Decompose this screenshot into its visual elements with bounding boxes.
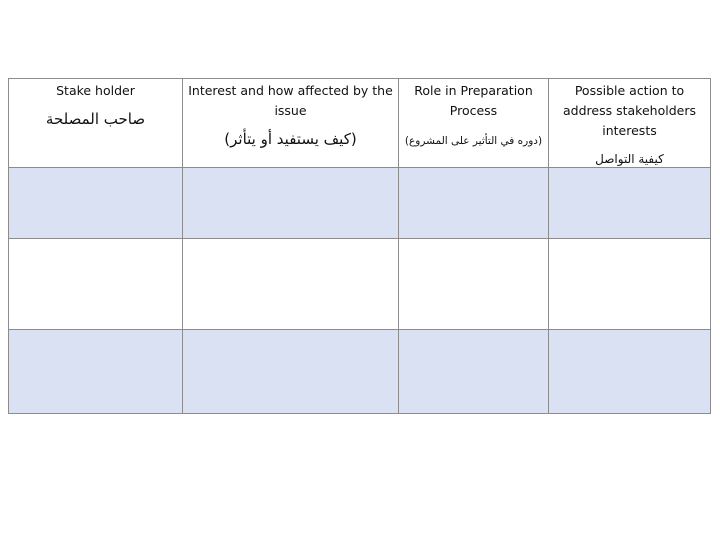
table-cell[interactable]	[399, 330, 549, 414]
table-row	[9, 168, 711, 239]
table-row	[9, 330, 711, 414]
table-cell[interactable]	[9, 239, 183, 330]
table-cell[interactable]	[549, 168, 711, 239]
header-label-en: Possible action to address stakeholders interests	[563, 83, 696, 138]
table-row	[9, 239, 711, 330]
table-cell[interactable]	[183, 330, 399, 414]
header-label-ar: (كيف يستفيد أو يتأثر)	[224, 130, 357, 148]
table-cell[interactable]	[183, 239, 399, 330]
header-cell-role	[399, 79, 549, 168]
header-label-ar: كيفية التواصل	[595, 152, 664, 166]
header-label-en: Stake holder	[56, 83, 135, 98]
table-cell[interactable]	[549, 239, 711, 330]
table-cell[interactable]	[549, 330, 711, 414]
stakeholder-table	[8, 78, 711, 414]
table-cell[interactable]	[9, 168, 183, 239]
header-label-ar: صاحب المصلحة	[45, 110, 146, 128]
table-cell[interactable]	[399, 239, 549, 330]
table-cell[interactable]	[399, 168, 549, 239]
header-cell-action	[549, 79, 711, 168]
header-cell-interest	[183, 79, 399, 168]
header-label-ar: (دوره في التأثير على المشروع)	[404, 135, 543, 147]
header-label-en: Interest and how affected by the issue	[188, 83, 393, 118]
table-cell[interactable]	[183, 168, 399, 239]
header-label-en: Role in Preparation Process	[414, 83, 533, 118]
header-row	[9, 79, 711, 168]
header-cell-stakeholder	[9, 79, 183, 168]
table-cell[interactable]	[9, 330, 183, 414]
